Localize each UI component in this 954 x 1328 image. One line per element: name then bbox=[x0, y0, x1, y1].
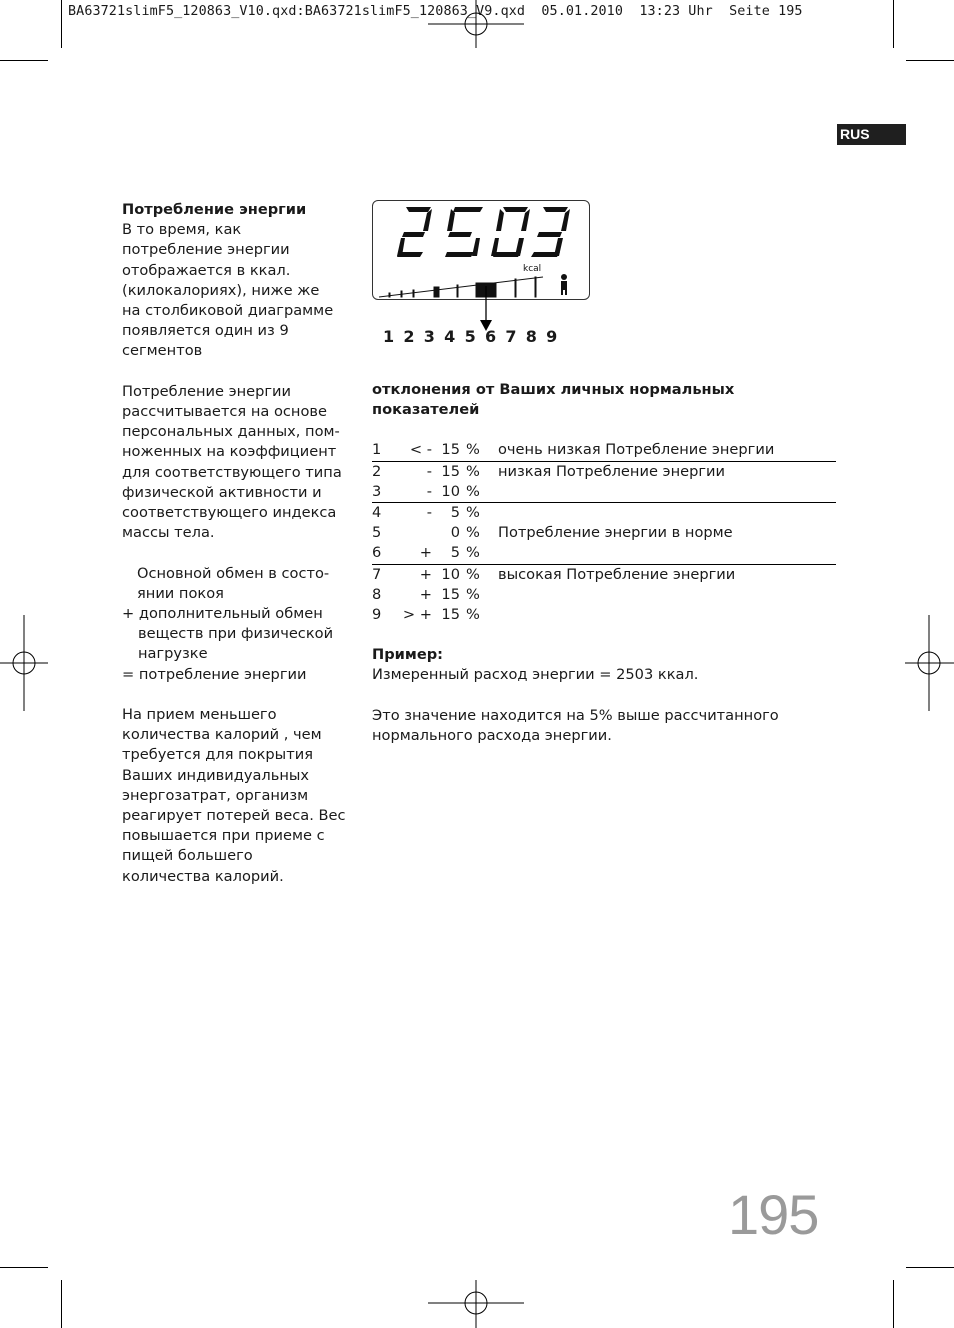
bar-segments bbox=[379, 277, 543, 297]
lcd-graphics bbox=[373, 201, 588, 298]
table-row: 3 - 10 % bbox=[372, 482, 836, 503]
page-number: 195 bbox=[728, 1183, 819, 1246]
example-heading: Пример: bbox=[372, 646, 443, 664]
table-row: 8 + 15 % bbox=[372, 585, 480, 603]
lcd-digits bbox=[397, 207, 570, 257]
table-row: 6 + 5 % bbox=[372, 543, 836, 564]
table-row: 1 < - 15 % очень низкая Потребление энергии bbox=[372, 440, 836, 461]
right-column bbox=[372, 380, 842, 746]
table-row: 2 - 15 % низкая Потребление энергии bbox=[372, 462, 725, 480]
conclusion-line-2: нормального расхода энергии. bbox=[372, 726, 612, 744]
paragraph-calculation: Потребление энергии рассчитывается на основе персональных данных, пом- ноженных на коэффициент для соответствующего типа физической активности и соответствующего индекса массы тела. bbox=[122, 382, 342, 542]
left-column: Потребление энергии В то время, как потребление энергии отображается в ккал. (килокалориях), ниже же на столбиковой диаграмме появляется один из 9 сегментов Потребление энергии рассчитывается на основе персональных данных, пом- ноженных на коэффициент для соответствующего типа физической активности и соответствующего индекса массы тела. Основной обмен в состо- янии покоя + дополнительный обмен веществ при физической нагрузке = потребление энергии На прием меньшего количества калорий , чем требуется для покрытия Ваших индивидуальных энергозатрат, организм реагирует потерей веса. Вес повышается при приеме с пищей большего количества калорий. bbox=[122, 200, 347, 907]
example-line: Измеренный расход энергии = 2503 ккал. bbox=[372, 666, 699, 684]
person-icon bbox=[561, 274, 567, 295]
deviation-heading: отклонения от Ваших личных нормальных показателей bbox=[372, 381, 735, 419]
section-heading: Потребление энергии bbox=[122, 201, 307, 218]
table-row: 4 - 5 % bbox=[372, 504, 480, 522]
paragraph-weight: На прием меньшего количества калорий , чем требуется для покрытия Ваших индивидуальных энергозатрат, организм реагирует потерей веса. Вес повышается при приеме с пищей большего количества калорий. bbox=[122, 706, 346, 885]
pointer-arrow bbox=[476, 286, 496, 332]
formula-block: Основной обмен в состо- янии покоя + дополнительный обмен веществ при физической нагрузке = потребление энергии bbox=[122, 564, 334, 683]
deviation-table bbox=[372, 440, 836, 625]
table-row: 7 + 10 % высокая Потребление энергии bbox=[372, 565, 736, 583]
conclusion-line-1: Это значение находится на 5% выше рассчитанного bbox=[372, 706, 779, 724]
lcd-display bbox=[372, 200, 590, 300]
table-row: 5 0 % Потребление энергии в норме bbox=[372, 524, 733, 542]
lcd-unit: kcal bbox=[523, 264, 542, 274]
table-row: 9 > + 15 % bbox=[372, 606, 480, 624]
segment-scale: 1 2 3 4 5 6 7 8 9 bbox=[383, 327, 558, 346]
language-badge: RUS bbox=[837, 124, 906, 145]
print-header: BA63721slimF5_120863_V10.qxd:BA63721slimF5_120863_V9.qxd 05.01.2010 13:23 Uhr Seite 195 bbox=[68, 4, 803, 19]
